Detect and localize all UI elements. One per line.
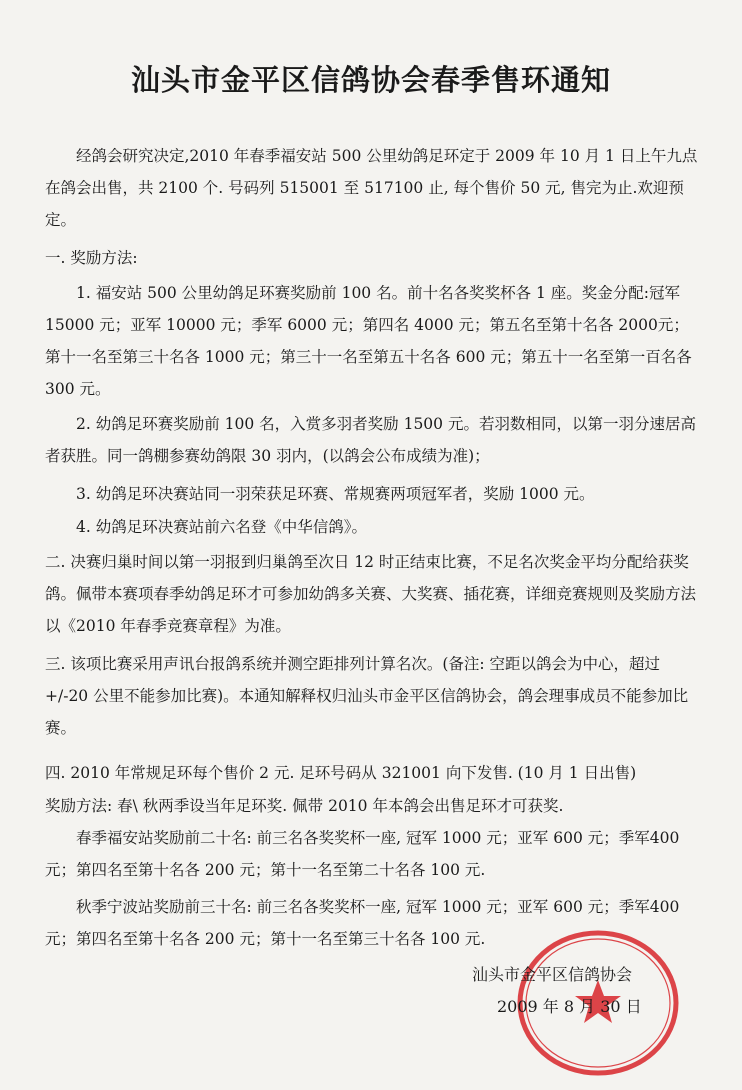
signature-organization: 汕头市金平区信鸽协会 <box>472 965 633 984</box>
intro-paragraph: 经鸽会研究决定,2010 年春季福安站 500 公里幼鸽足环定于 2009 年 10 月 1 日上午九点在鸽会出售，共 2100 个. 号码列 515001 至 517100 止, 每个售价 50 元, 售完为止.欢迎预定。 <box>45 147 698 229</box>
notice-title: 汕头市金平区信鸽协会春季售环通知 <box>130 63 611 97</box>
section4-paragraph: 四. 2010 年常规足环每个售价 2 元. 足环号码从 321001 向下发售. (10 月 1 日出售) <box>45 764 637 782</box>
reward-item-2: 2. 幼鸽足环赛奖励前 100 名，入赏多羽者奖励 1500 元。若羽数相同，以第一羽分速居高者获胜。同一鸽棚参赛幼鸽限 30 羽内，(以鸽会公布成绩为准)； <box>45 415 696 465</box>
spring-reward-paragraph: 春季福安站奖励前二十名: 前三名各奖奖杯一座, 冠军 1000 元；亚军 600 元；季军400 元；第四名至第十名各 200 元；第十一名至第二十名各 100 元. <box>45 829 680 879</box>
signature-date: 2009 年 8 月 30 日 <box>497 997 642 1016</box>
reward-item-4: 4. 幼鸽足环决赛站前六名登《中华信鸽》。 <box>76 518 367 536</box>
section4-reward-line: 奖励方法: 春\ 秋两季设当年足环奖. 佩带 2010 年本鸽会出售足环才可获奖. <box>45 797 564 815</box>
autumn-reward-paragraph: 秋季宁波站奖励前三十名: 前三名各奖奖杯一座, 冠军 1000 元；亚军 600 元；季军400 元；第四名至第十名各 200 元；第十一名至第三十名各 100 元. <box>45 898 680 948</box>
reward-item-3: 3. 幼鸽足环决赛站同一羽荣获足环赛、常规赛两项冠军者，奖励 1000 元。 <box>76 485 595 503</box>
section1-heading: 一. 奖励方法: <box>45 249 138 267</box>
section2-paragraph: 二. 决赛归巢时间以第一羽报到归巢鸽至次日 12 时正结束比赛，不足名次奖金平均分配给获奖鸽。佩带本赛项春季幼鸽足环才可参加幼鸽多关赛、大奖赛、插花赛，详细竞赛规则及奖励方法以《2010 年春季竞赛章程》为准。 <box>45 553 697 635</box>
reward-item-1: 1. 福安站 500 公里幼鸽足环赛奖励前 100 名。前十名各奖奖杯各 1 座。奖金分配:冠军 15000 元；亚军 10000 元；季军 6000 元；第四名 4000 元；第五名至第十名各 2000元；第十一名至第三十名各 1000 元；第三十一名至第五十名各 600 元；第五十一名至第一百名各 300 元。 <box>45 284 692 398</box>
section3-paragraph: 三. 该项比赛采用声讯台报鸽系统并测空距排列计算名次。(备注: 空距以鸽会为中心，超过+/-20 公里不能参加比赛)。本通知解释权归汕头市金平区信鸽协会，鸽会理事成员不能参加比赛。 <box>45 655 689 737</box>
